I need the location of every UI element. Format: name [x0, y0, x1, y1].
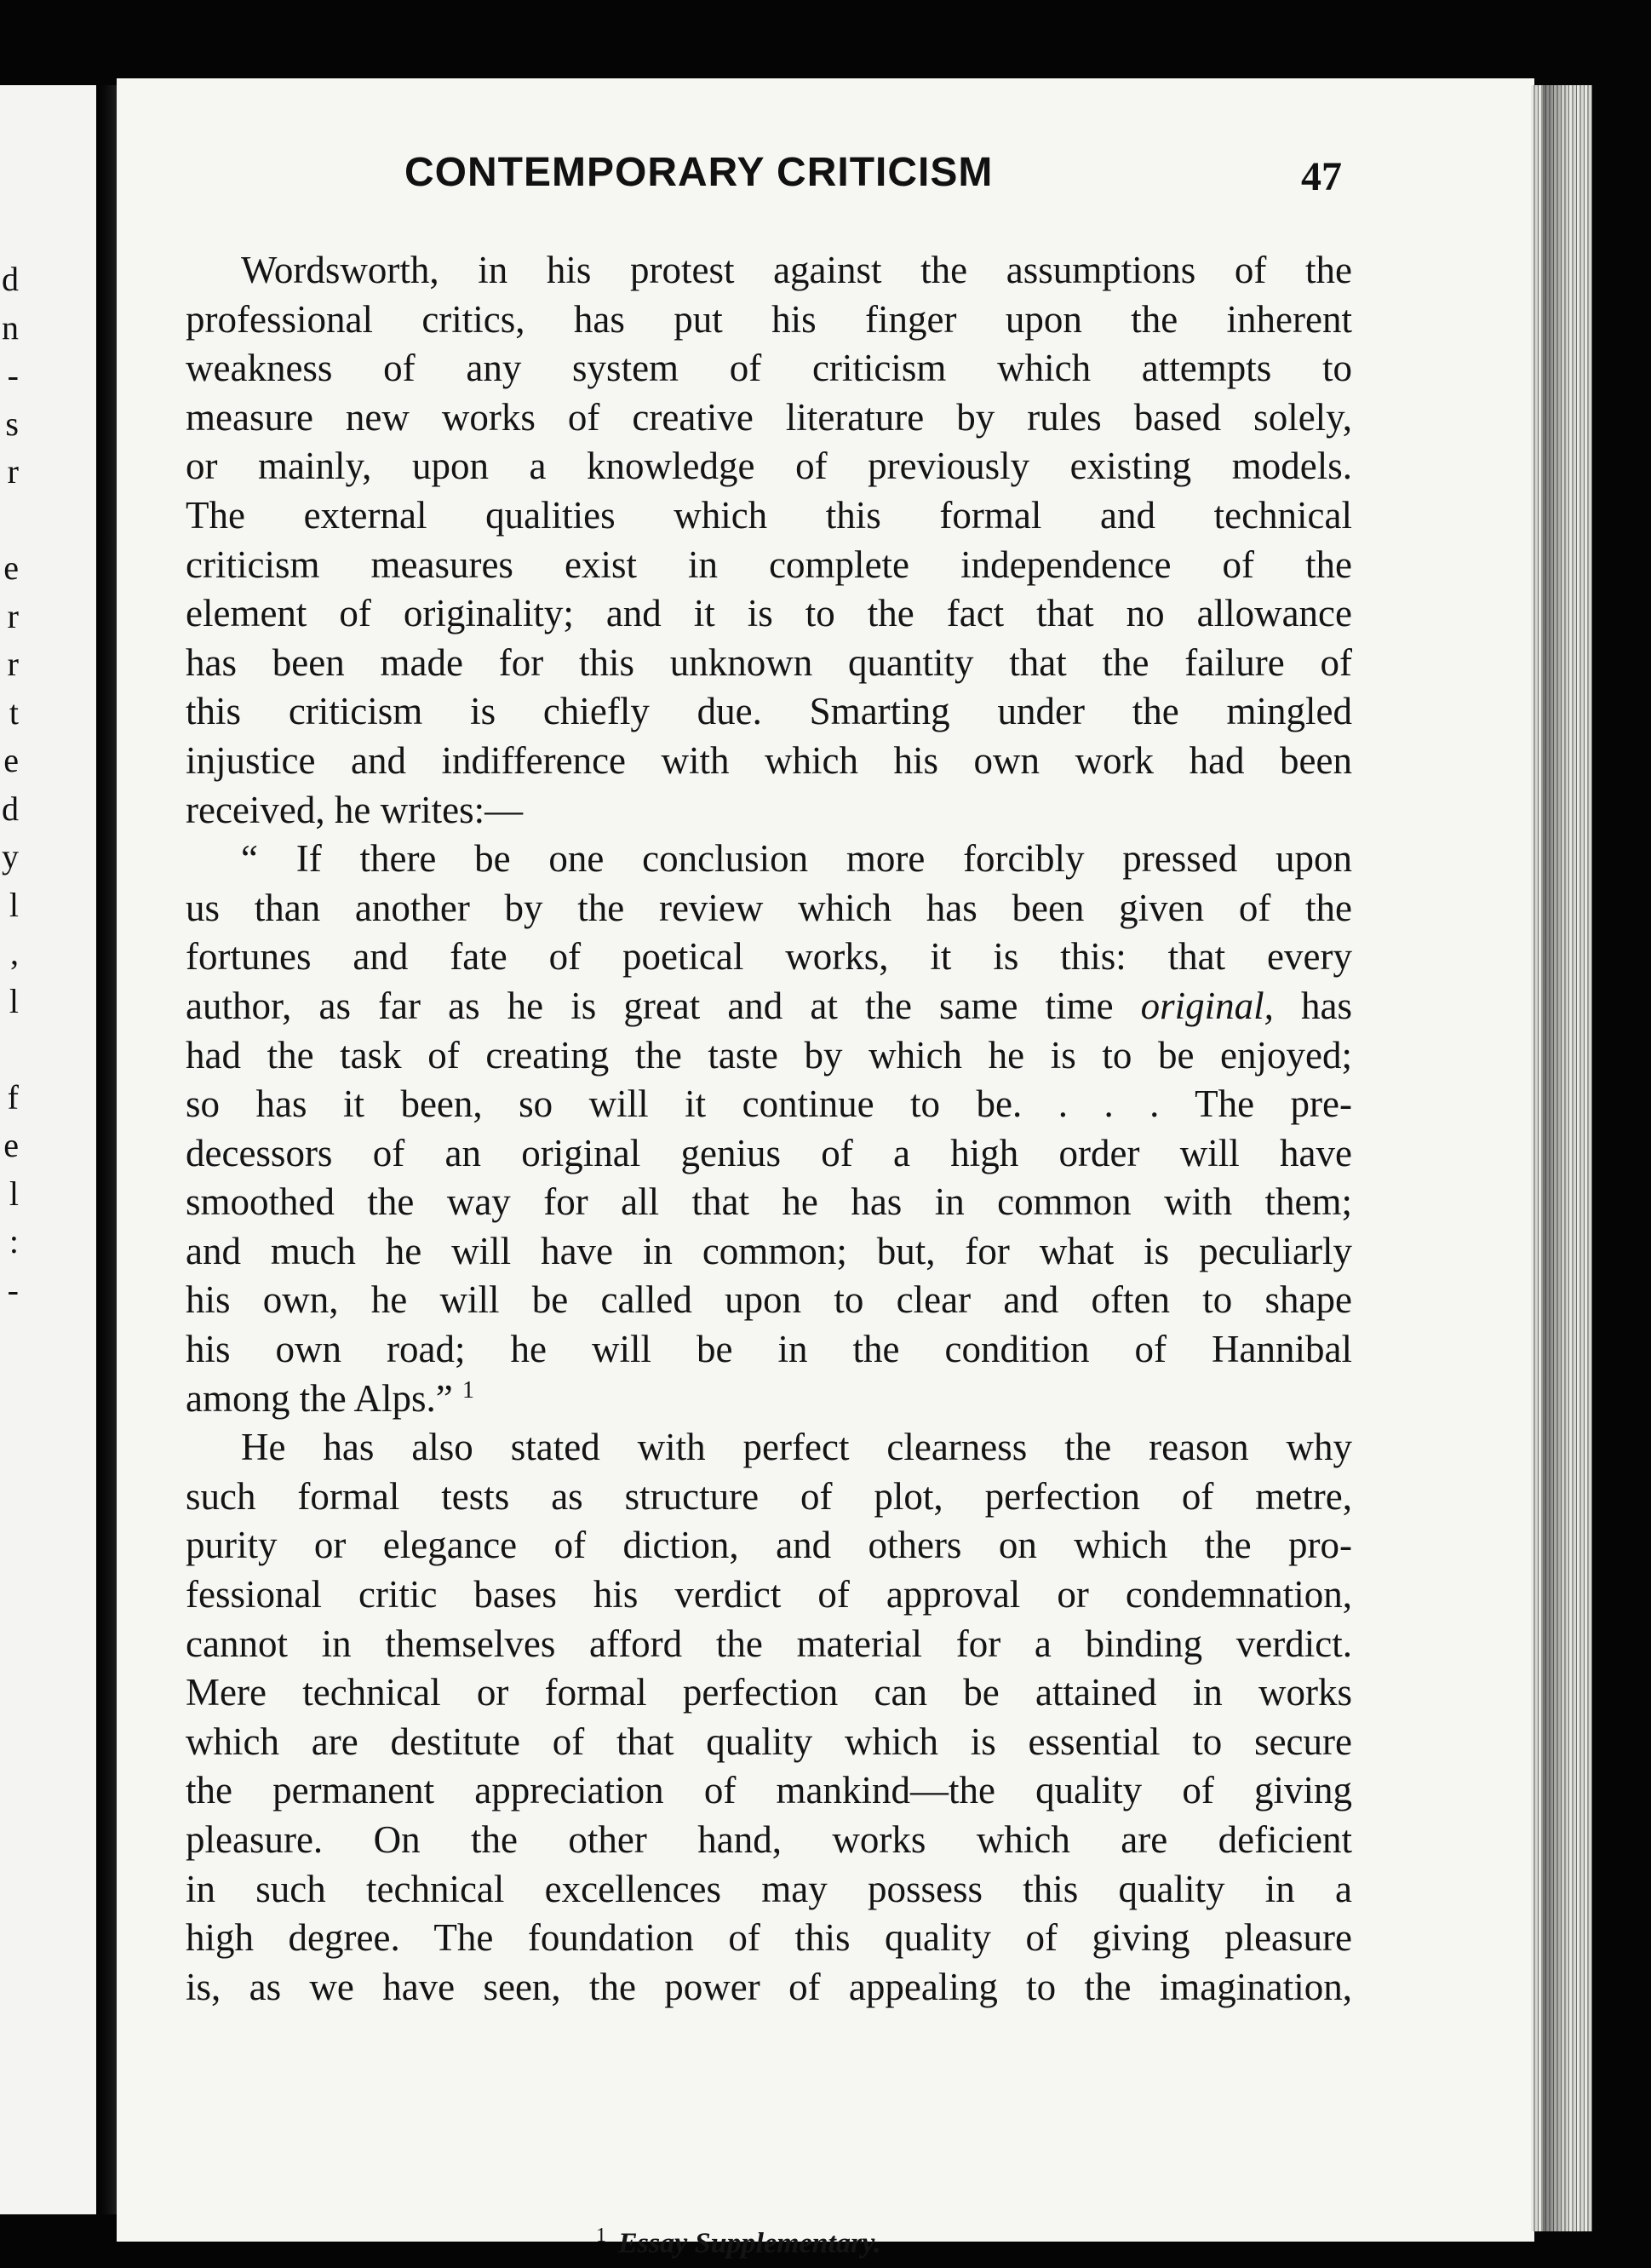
previous-page-fragment: - — [7, 356, 19, 394]
text-line: Wordsworth, in his protest against the assumptions of the — [241, 249, 1352, 291]
previous-page-fragment: e — [3, 548, 19, 587]
footnote-text: Essay Supplementary. — [618, 2227, 881, 2259]
text-line: such formal tests as structure of plot, perfection of metre, — [186, 1474, 1352, 1518]
text-line: professional critics, has put his finger upon the inherent — [186, 297, 1352, 341]
previous-page-fragment — [0, 1363, 19, 1411]
quote-text: among the Alps.” — [186, 1376, 453, 1420]
previous-page-fragment: d — [2, 260, 19, 298]
previous-page-fragment: d — [2, 789, 19, 828]
previous-page-fragment: r — [7, 596, 19, 635]
previous-page-fragment: r — [7, 452, 19, 491]
quote-line: decessors of an original genius of a high order will have — [186, 1131, 1352, 1174]
text-line: or mainly, upon a knowledge of previously existing models. — [186, 445, 1352, 488]
text-line: weakness of any system of criticism which attempts to — [186, 347, 1352, 390]
previous-page-fragment: f — [7, 1077, 19, 1117]
text-line: cannot in themselves afford the material for a binding verdict. — [186, 1622, 1352, 1665]
previous-page-fragment: e — [3, 741, 19, 779]
quote-line: his own road; he will be in the condition of Hannibal — [186, 1328, 1352, 1371]
page-edge-shadow — [1543, 85, 1568, 2231]
text-line: the permanent appreciation of mankind—the quality of giving — [186, 1769, 1352, 1812]
text-line: injustice and indifference with which his own work had been — [186, 738, 1352, 782]
quote-line: his own, he will be called upon to clear and often to shape — [186, 1278, 1352, 1322]
quote-line — [186, 1375, 1352, 1424]
previous-page-fragment: e — [3, 1126, 19, 1164]
quote-line — [186, 982, 1352, 1031]
text-line: He has also stated with perfect clearness the reason why — [241, 1426, 1352, 1469]
previous-page-fragment: l — [9, 1174, 19, 1213]
previous-page-fragment: y — [2, 837, 19, 876]
italic-emphasis: original, — [1140, 984, 1274, 1027]
text-line: Mere technical or formal perfection can be attained in works — [186, 1671, 1352, 1714]
text-line: in such technical excellences may possess this quality in a — [186, 1867, 1352, 1910]
text-line: fessional critic bases his verdict of approval or condemnation, — [186, 1573, 1352, 1616]
text-line: The external qualities which this formal and technical — [186, 493, 1352, 537]
previous-page-fragment: l — [9, 885, 19, 924]
quote-line: so has it been, so will it continue to be. . . . The pre- — [186, 1082, 1352, 1126]
text-line: this criticism is chiefly due. Smarting under the mingled — [186, 690, 1352, 733]
text-line: purity or elegance of diction, and others on which the pro- — [186, 1524, 1352, 1567]
text-line: which are destitute of that quality which is essential to secure — [186, 1720, 1352, 1763]
quote-line: had the task of creating the taste by which he is to be enjoyed; — [186, 1033, 1352, 1077]
quote-line: smoothed the way for all that he has in common with them; — [186, 1180, 1352, 1224]
book-gutter — [96, 85, 117, 2214]
footnote-number: 1 — [596, 2225, 606, 2247]
text-line: is, as we have seen, the power of appealing to the imagination, — [186, 1965, 1352, 2008]
text-line: element of originality; and it is to the fact that no allowance — [186, 592, 1352, 635]
previous-page-fragment — [0, 497, 19, 545]
quote-line: and much he will have in common; but, for what is peculiarly — [186, 1229, 1352, 1272]
quote-line: “ If there be one conclusion more forcibly pressed upon — [241, 837, 1352, 881]
footnote-reference: 1 — [461, 1376, 474, 1404]
previous-page-fragment: : — [9, 1222, 19, 1260]
quote-line: us than another by the review which has been given of the — [186, 886, 1352, 929]
text-line: criticism measures exist in complete independence of the — [186, 543, 1352, 586]
previous-page-fragment: , — [10, 933, 19, 972]
previous-page-fragment: n — [2, 307, 19, 347]
previous-page-fragment: - — [7, 1270, 19, 1309]
page-number: 47 — [1301, 154, 1342, 199]
previous-page-fragments — [0, 256, 100, 1459]
text-line: has been made for this unknown quantity that the failure of — [186, 640, 1352, 684]
previous-page-fragment: s — [5, 404, 19, 443]
previous-page-fragment — [0, 1410, 19, 1459]
body-text — [186, 246, 1352, 2012]
quote-text: has — [1273, 984, 1352, 1027]
previous-page-fragment: t — [9, 692, 19, 732]
text-line: measure new works of creative literature by rules based solely, — [186, 395, 1352, 439]
previous-page-fragment — [0, 1025, 19, 1074]
previous-page-fragment: r — [7, 645, 19, 683]
quote-text: author, as far as he is great and at the same time — [186, 984, 1141, 1027]
previous-page-fragment: l — [9, 981, 19, 1020]
text-line: high degree. The foundation of this quality of giving pleasure — [186, 1916, 1352, 1960]
text-line: pleasure. On the other hand, works which are deficient — [186, 1818, 1352, 1861]
text-line: received, he writes:— — [186, 788, 524, 831]
quote-line: fortunes and fate of poetical works, it is this: that every — [186, 935, 1352, 979]
previous-page-fragment — [0, 1314, 19, 1363]
running-head: CONTEMPORARY CRITICISM — [404, 150, 994, 195]
footnote — [596, 2225, 881, 2259]
